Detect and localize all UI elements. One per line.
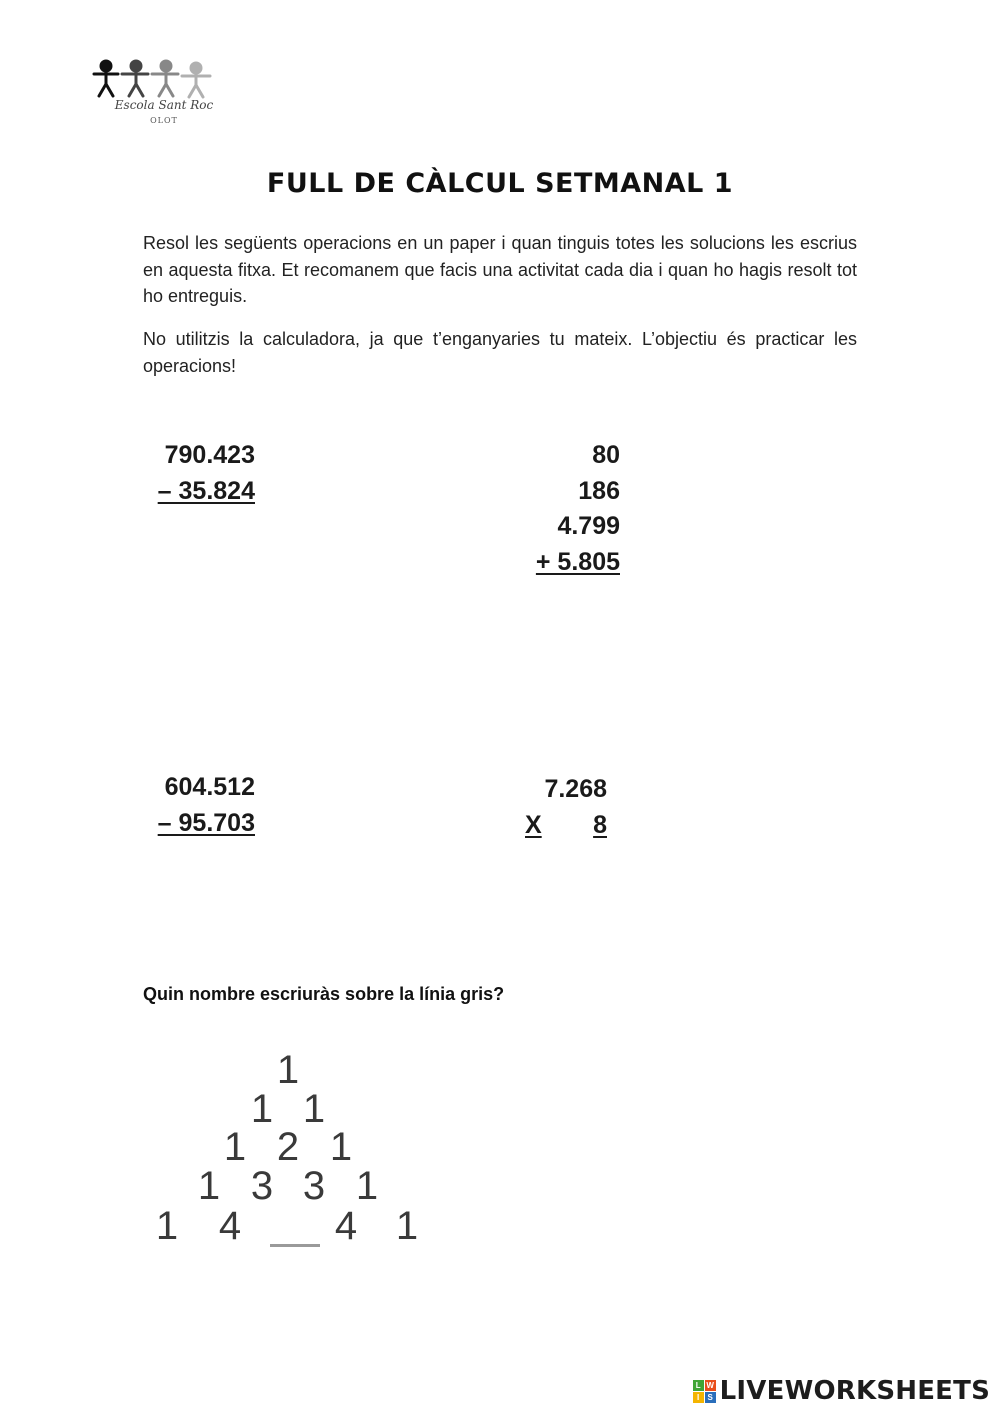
triangle-number: 2 (276, 1125, 300, 1169)
addend: 80 (592, 441, 620, 469)
page-title: FULL DE CÀLCUL SETMANAL 1 (266, 168, 734, 199)
multiplication-operation (525, 772, 607, 843)
liveworksheets-text: LIVEWORKSHEETS (719, 1376, 990, 1406)
triangle-number: 1 (155, 1204, 179, 1248)
addend: 186 (578, 476, 620, 505)
triangle-number: 1 (250, 1087, 274, 1131)
school-logo (90, 58, 230, 130)
triangle-number: 1 (329, 1125, 353, 1169)
subtrahend: – 35.824 (157, 476, 255, 505)
child-figure-2 (122, 61, 148, 96)
instructions-paragraph-1: Resol les següents operacions en un paper i quan tinguis totes les solucions les escrius en aquesta fitxa. Et recomanem que facis una activitat cada dia i quan ho hagis resolt tot ho entreguis. (143, 233, 857, 306)
triangle-number: 4 (218, 1204, 242, 1248)
liveworksheets-logo-icon (693, 1380, 716, 1403)
triangle-number: 1 (395, 1204, 419, 1248)
triangle-number: 3 (250, 1164, 274, 1208)
triangle-number: 1 (223, 1125, 247, 1169)
pascal-question: Quin nombre escriuràs sobre la línia gris? (143, 984, 505, 1004)
answer-blank-line[interactable] (270, 1244, 320, 1247)
multiplicand: 7.268 (544, 775, 607, 803)
badge-cell: W (706, 1380, 714, 1390)
children-chain-icon (90, 58, 230, 100)
badge-cell: S (705, 1392, 716, 1403)
badge-cell: I (693, 1392, 704, 1403)
multiplier: 8 (593, 810, 607, 839)
minuend: 790.423 (164, 441, 255, 469)
addend: 4.799 (557, 512, 620, 540)
child-figure-3 (152, 61, 178, 96)
subtraction-operation-2 (143, 770, 255, 841)
triangle-number: 1 (355, 1164, 379, 1208)
child-figure-4 (182, 63, 210, 97)
child-figure-1 (94, 61, 118, 96)
triangle-number: 1 (276, 1048, 300, 1092)
badge-cell: L (693, 1380, 704, 1391)
multiply-sign: X (525, 810, 542, 839)
school-name: Escola Sant Roc (114, 98, 214, 112)
triangle-number: 4 (334, 1204, 358, 1248)
subtraction-operation-1 (143, 438, 255, 509)
triangle-number: 1 (302, 1087, 326, 1131)
instructions-paragraph-2: No utilitzis la calculadora, ja que t’enganyaries tu mateix. L’objectiu és practicar les operacions! (143, 329, 857, 376)
liveworksheets-brand (693, 1376, 990, 1406)
addend-last: + 5.805 (535, 547, 620, 576)
school-town: OLOT (150, 116, 178, 125)
triangle-number: 1 (197, 1164, 221, 1208)
triangle-number: 3 (302, 1164, 326, 1208)
multiplier-row (525, 808, 607, 844)
subtrahend: – 95.703 (157, 808, 255, 837)
addition-operation (520, 438, 620, 580)
minuend: 604.512 (164, 773, 255, 801)
